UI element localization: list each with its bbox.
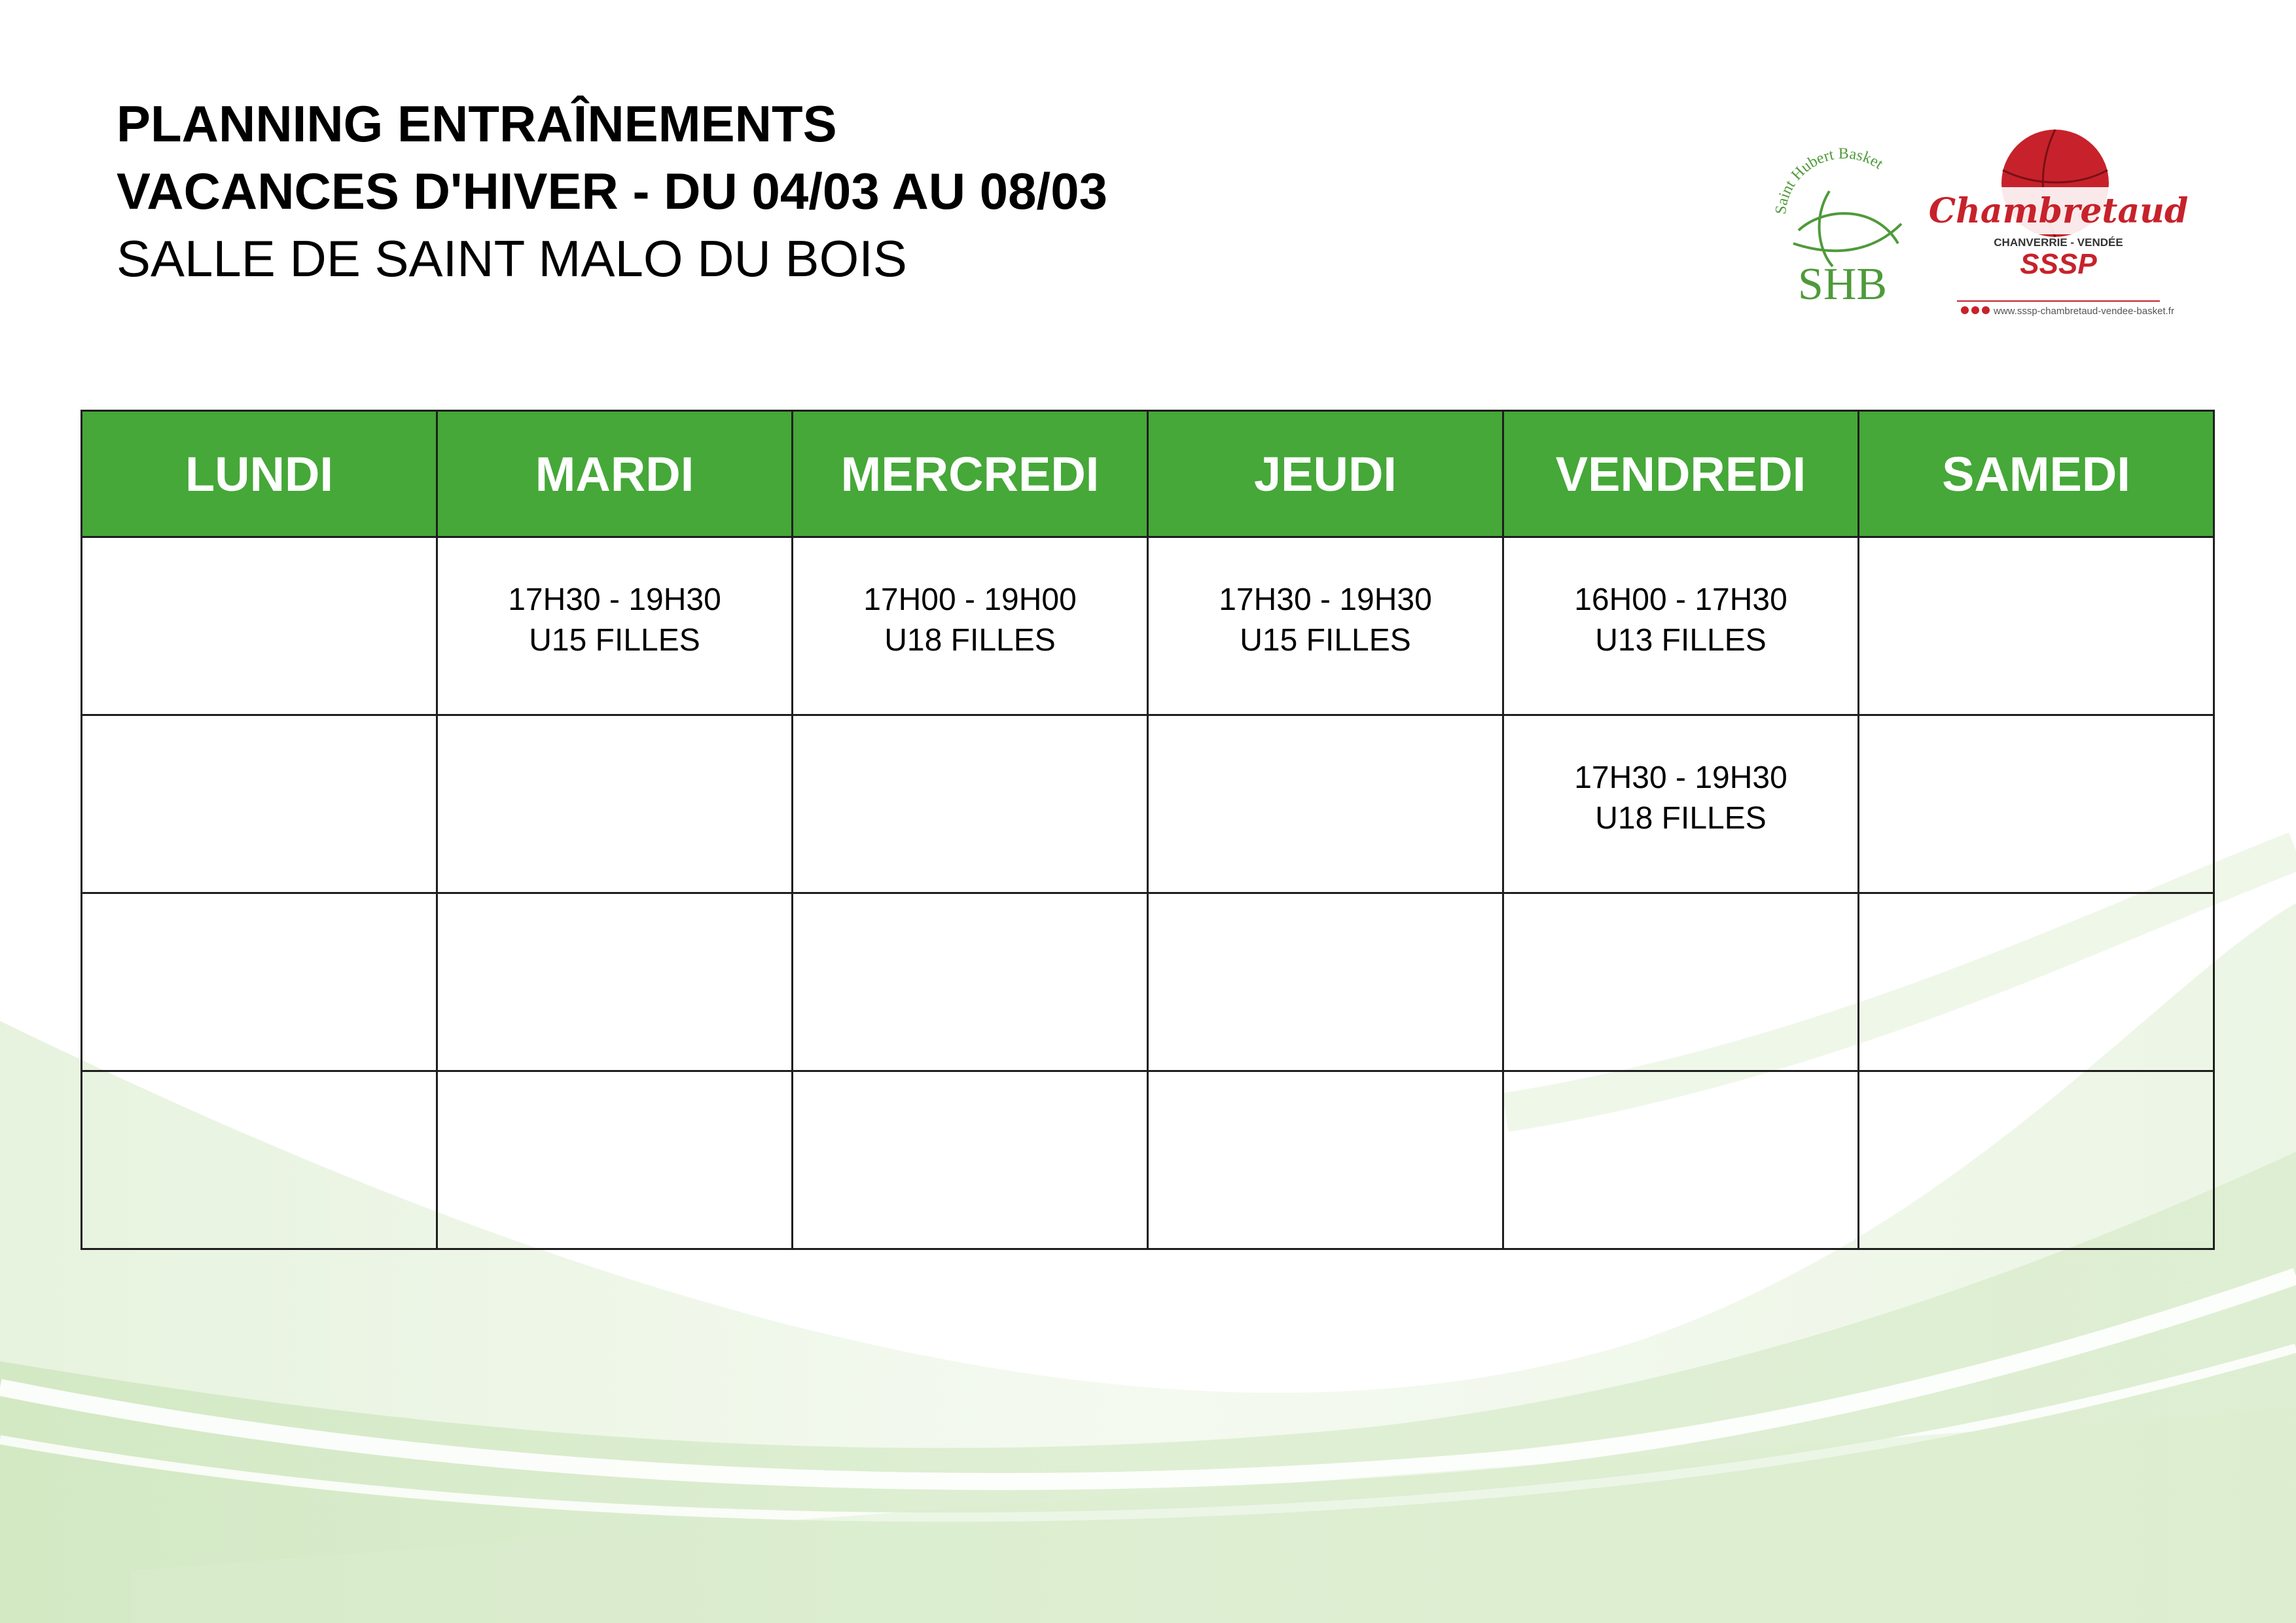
- schedule-cell: [1148, 893, 1503, 1071]
- shb-initials: SHB: [1797, 259, 1888, 309]
- slot-team: U15 FILLES: [529, 623, 700, 658]
- schedule-cell: [437, 893, 793, 1071]
- sssp-initials: SSSP: [2020, 248, 2097, 280]
- schedule-cell: [1859, 715, 2214, 893]
- schedule-cell: [1148, 537, 1503, 715]
- day-header-row: [82, 411, 2214, 537]
- day-header-vendredi: VENDREDI: [1503, 411, 1859, 537]
- schedule-cell: [1148, 715, 1503, 893]
- schedule-cell: [793, 715, 1148, 893]
- schedule-cell: [437, 1071, 793, 1249]
- slot-team: U18 FILLES: [1595, 801, 1767, 836]
- slot-time: 17H30 - 19H30: [1219, 582, 1432, 617]
- schedule-cell: [1503, 893, 1859, 1071]
- schedule-row: [82, 893, 2214, 1071]
- shb-arc-text: Saint Hubert Basket: [1772, 145, 1886, 215]
- day-header-mercredi: MERCREDI: [793, 411, 1148, 537]
- schedule-cell: [1859, 893, 2214, 1071]
- schedule-cell: [1503, 1071, 1859, 1249]
- slot-time: 17H00 - 19H00: [863, 582, 1077, 617]
- schedule-cell: [793, 537, 1148, 715]
- day-header-lundi: LUNDI: [82, 411, 437, 537]
- schedule-cell: [1859, 537, 2214, 715]
- sssp-subtitle: CHANVERRIE - VENDÉE: [1994, 236, 2123, 249]
- schedule-cell: [1859, 1071, 2214, 1249]
- sssp-logo: [1928, 124, 2189, 321]
- schedule-row: [82, 537, 2214, 715]
- page-heading: [117, 90, 1107, 293]
- schedule-cell: [82, 537, 437, 715]
- schedule-row: [82, 1071, 2214, 1249]
- schedule-cell: [793, 1071, 1148, 1249]
- shb-logo: [1761, 145, 1924, 309]
- svg-text:Saint Hubert Basket: [1772, 145, 1886, 215]
- slot-team: U13 FILLES: [1595, 623, 1767, 658]
- schedule-cell: [437, 537, 793, 715]
- schedule-period: VACANCES D'HIVER - DU 04/03 AU 08/03: [117, 162, 1107, 220]
- sssp-club-name: Chambretaud: [1928, 191, 2189, 231]
- schedule-cell: [82, 715, 437, 893]
- slot-time: 17H30 - 19H30: [508, 582, 721, 617]
- schedule-cell: [437, 715, 793, 893]
- schedule-cell: [1148, 1071, 1503, 1249]
- venue-name: SALLE DE SAINT MALO DU BOIS: [117, 230, 907, 287]
- schedule-cell: [82, 893, 437, 1071]
- schedule-cell: [1503, 715, 1859, 893]
- training-schedule-table: [81, 410, 2215, 1250]
- schedule-cell: [82, 1071, 437, 1249]
- schedule-title: PLANNING ENTRAÎNEMENTS: [117, 95, 837, 152]
- slot-team: U18 FILLES: [884, 623, 1056, 658]
- slot-time: 17H30 - 19H30: [1574, 760, 1787, 795]
- slot-team: U15 FILLES: [1240, 623, 1411, 658]
- sssp-website: www.sssp-chambretaud-vendee-basket.fr: [1994, 306, 2174, 317]
- day-header-mardi: MARDI: [437, 411, 793, 537]
- schedule-cell: [793, 893, 1148, 1071]
- schedule-row: [82, 715, 2214, 893]
- slot-time: 16H00 - 17H30: [1574, 582, 1787, 617]
- schedule-cell: [1503, 537, 1859, 715]
- day-header-samedi: SAMEDI: [1859, 411, 2214, 537]
- day-header-jeudi: JEUDI: [1148, 411, 1503, 537]
